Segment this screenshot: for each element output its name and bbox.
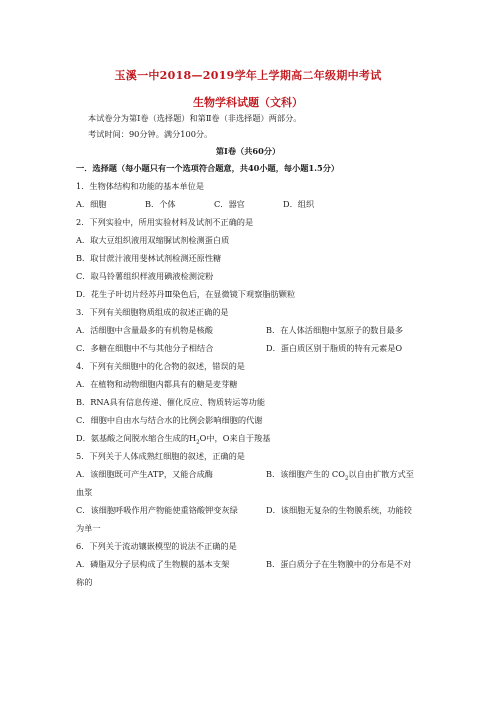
q1-option-c: C．器官 — [214, 199, 245, 209]
q3-option-d: D．蛋白质区别于脂质的特有元素是O — [266, 343, 403, 353]
intro-line-2: 考试时间：90分钟。满分100分。 — [88, 129, 213, 139]
q1-stem: 1．生物体结构和功能的基本单位是 — [76, 181, 205, 191]
q2-option-a: A．取大豆组织液用双缩脲试剂检测蛋白质 — [76, 235, 230, 245]
exam-subtitle: 生物学科试题（文科） — [193, 96, 303, 109]
q5-option-b-wrap: 血浆 — [76, 487, 93, 497]
q5-stem: 5．下列关于人体成熟红细胞的叙述，正确的是 — [76, 451, 245, 461]
q2-option-b: B．取甘蔗汁液用斐林试剂检测还原性糖 — [76, 253, 222, 263]
q6-option-b-wrap: 称的 — [76, 577, 93, 587]
q5-option-a: A．该细胞既可产生ATP，又能合成酶 — [76, 469, 213, 479]
q4-option-c: C．细胞中自由水与结合水的比例会影响细胞的代谢 — [76, 415, 263, 425]
q3-option-a: A．活细胞中含量最多的有机物是核酸 — [76, 325, 213, 335]
q5-option-d: D．该细胞无复杂的生物膜系统，功能较 — [266, 505, 412, 515]
q4-option-d: D．氨基酸之间脱水缩合生成的$H_2O$中，O来自于羧基 — [76, 433, 271, 446]
q6-option-a: A．磷脂双分子层构成了生物膜的基本支架 — [76, 559, 230, 569]
q6-option-b: B．蛋白质分子在生物膜中的分布是不对 — [266, 559, 412, 569]
q2-option-c: C．取马铃薯组织样液用碘液检测淀粉 — [76, 271, 214, 281]
q3-stem: 3．下列有关细胞物质组成的叙述正确的是 — [76, 307, 229, 317]
q3-option-b: B．在人体活细胞中氢原子的数目最多 — [266, 325, 404, 335]
q4-option-b: B．RNA具有信息传递、催化反应、物质转运等功能 — [76, 397, 266, 407]
q2-stem: 2．下列实验中，所用实验材料及试剂不正确的是 — [76, 217, 254, 227]
q3-option-c: C．多糖在细胞中不与其他分子相结合 — [76, 343, 214, 353]
q5-option-b: B．该细胞产生的 $CO_2$以自由扩散方式至 — [266, 469, 414, 482]
section-heading: 一．选择题（每小题只有一个选项符合题意，共40小题，每小题1.5分） — [76, 163, 340, 173]
exam-title: 玉溪一中2018—2019学年上学期高二年级期中考试 — [114, 69, 382, 82]
q1-option-d: D．组织 — [283, 199, 315, 209]
q1-option-b: B．个体 — [145, 199, 176, 209]
q2-option-d: D．花生子叶切片经苏丹Ⅲ染色后，在显微镜下观察脂肪颗粒 — [76, 289, 296, 299]
q5-option-d-wrap: 为单一 — [76, 523, 101, 533]
q1-options — [76, 198, 314, 210]
q1-option-a: A．细胞 — [76, 199, 107, 209]
q6-stem: 6．下列关于流动镶嵌模型的说法不正确的是 — [76, 541, 237, 551]
part1-heading: 第Ⅰ卷（共60分） — [215, 146, 281, 156]
intro-line-1: 本试卷分为第Ⅰ卷（选择题）和第Ⅱ卷（非选择题）两部分。 — [88, 113, 302, 123]
q4-option-a: A．在植物和动物细胞内都具有的糖是麦芽糖 — [76, 379, 238, 389]
q5-option-c: C．该细胞呼吸作用产物能使重铬酸钾变灰绿 — [76, 505, 238, 515]
q4-stem: 4．下列有关细胞中的化合物的叙述，错误的是 — [76, 361, 245, 371]
